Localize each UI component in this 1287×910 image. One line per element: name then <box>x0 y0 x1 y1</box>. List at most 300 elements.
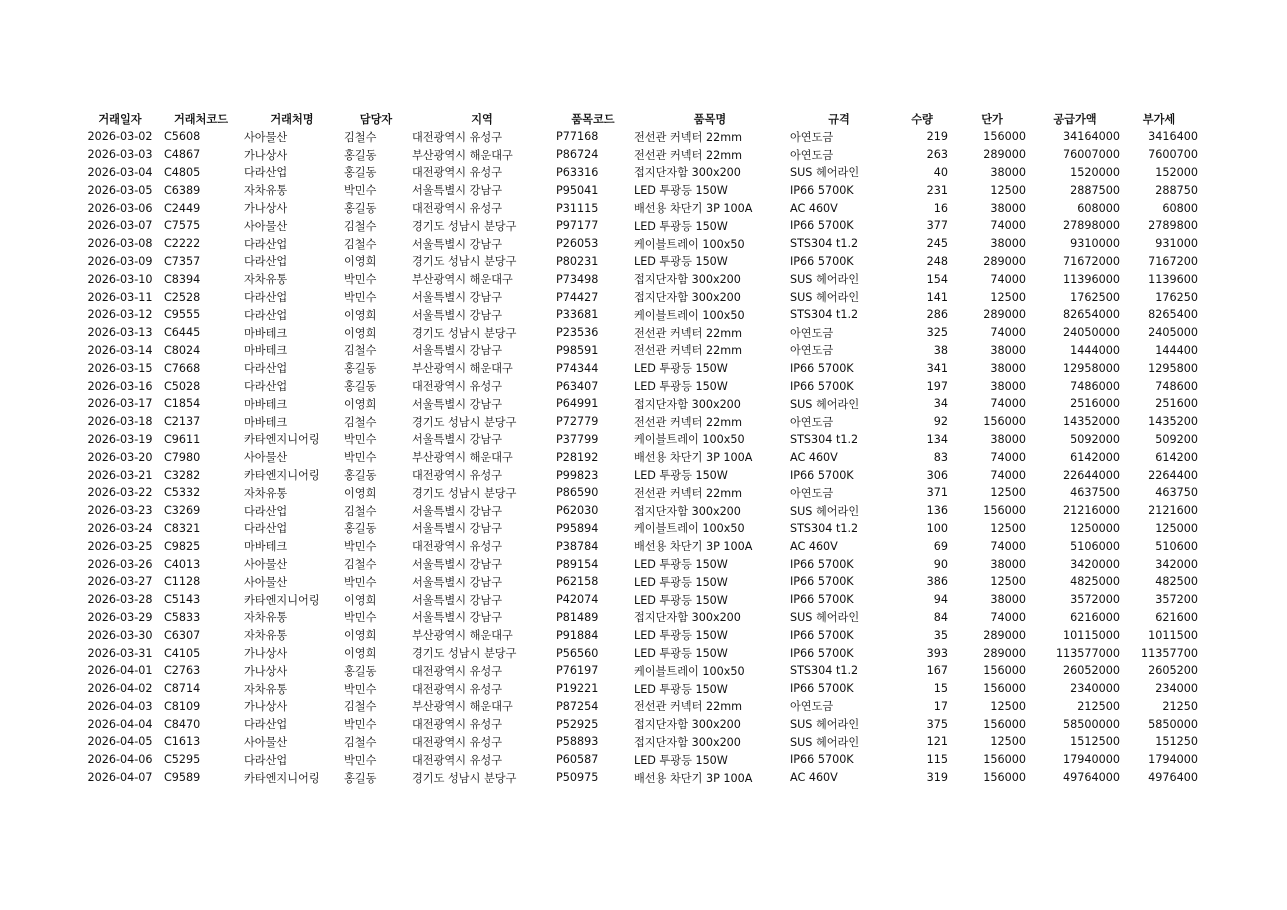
cell-client-name: 다라산업 <box>244 291 288 305</box>
cell-manager: 박민수 <box>344 451 377 465</box>
cell-region: 대전광역시 유성구 <box>412 682 503 696</box>
cell-client-code: C9611 <box>164 432 201 446</box>
table-row <box>80 270 1198 288</box>
cell-client-code: C4105 <box>164 646 201 660</box>
cell-item-code: P87254 <box>556 699 599 713</box>
cell-client-code: C6307 <box>164 628 201 642</box>
cell-item-name: 케이블트레이 100x50 <box>634 522 745 536</box>
cell-region: 서울특별시 강남구 <box>412 575 503 589</box>
cell-quantity: 245 <box>926 237 948 251</box>
cell-unit-price: 12500 <box>990 183 1026 197</box>
cell-client-name: 마바테크 <box>244 540 288 554</box>
cell-item-code: P26053 <box>556 237 599 251</box>
cell-manager: 김철수 <box>344 700 377 714</box>
cell-region: 서울특별시 강남구 <box>412 433 503 447</box>
cell-supply-amount: 608000 <box>1077 201 1120 215</box>
cell-unit-price: 156000 <box>983 130 1026 144</box>
cell-item-code: P86590 <box>556 486 599 500</box>
cell-date: 2026-03-04 <box>87 165 153 179</box>
cell-client-code: C5833 <box>164 610 201 624</box>
cell-item-code: P28192 <box>556 450 599 464</box>
cell-region: 부산광역시 해운대구 <box>412 148 513 162</box>
cell-vat: 1794000 <box>1148 753 1198 767</box>
cell-manager: 김철수 <box>344 344 377 358</box>
cell-client-code: C8394 <box>164 272 201 286</box>
cell-date: 2026-04-05 <box>87 735 153 749</box>
cell-spec: AC 460V <box>790 539 838 553</box>
cell-item-name: 접지단자함 300x200 <box>634 611 741 625</box>
cell-supply-amount: 21216000 <box>1063 504 1120 518</box>
cell-region: 대전광역시 유성구 <box>412 166 503 180</box>
cell-vat: 234000 <box>1155 682 1198 696</box>
cell-client-name: 카타엔지니어링 <box>244 771 320 785</box>
cell-quantity: 15 <box>933 682 948 696</box>
cell-client-code: C6389 <box>164 183 201 197</box>
cell-spec: IP66 5700K <box>790 361 854 375</box>
cell-vat: 60800 <box>1162 201 1198 215</box>
cell-quantity: 319 <box>926 771 948 785</box>
cell-unit-price: 156000 <box>983 415 1026 429</box>
cell-client-name: 다라산업 <box>244 166 288 180</box>
cell-vat: 7167200 <box>1148 254 1198 268</box>
cell-item-name: 전선관 커넥터 22mm <box>634 486 742 500</box>
cell-supply-amount: 9310000 <box>1070 237 1120 251</box>
cell-date: 2026-04-01 <box>87 664 153 678</box>
cell-spec: STS304 t1.2 <box>790 432 859 446</box>
cell-manager: 김철수 <box>344 504 377 518</box>
cell-quantity: 121 <box>926 735 948 749</box>
cell-region: 경기도 성남시 분당구 <box>412 415 517 429</box>
cell-quantity: 141 <box>926 290 948 304</box>
cell-client-name: 다라산업 <box>244 308 288 322</box>
cell-client-code: C4867 <box>164 148 201 162</box>
cell-vat: 748600 <box>1155 379 1198 393</box>
cell-spec: SUS 헤어라인 <box>790 273 860 287</box>
cell-quantity: 197 <box>926 379 948 393</box>
cell-client-code: C7980 <box>164 450 201 464</box>
cell-vat: 176250 <box>1155 290 1198 304</box>
cell-item-code: P77168 <box>556 130 599 144</box>
cell-vat: 125000 <box>1155 521 1198 535</box>
cell-item-code: P62158 <box>556 575 599 589</box>
cell-manager: 김철수 <box>344 735 377 749</box>
cell-manager: 박민수 <box>344 433 377 447</box>
cell-quantity: 154 <box>926 272 948 286</box>
cell-client-code: C1854 <box>164 397 201 411</box>
cell-manager: 이영희 <box>344 397 377 411</box>
cell-client-code: C8714 <box>164 682 201 696</box>
cell-client-code: C8470 <box>164 717 201 731</box>
table-row <box>80 395 1198 413</box>
cell-item-code: P95894 <box>556 521 599 535</box>
cell-unit-price: 156000 <box>983 504 1026 518</box>
cell-supply-amount: 27898000 <box>1063 219 1120 233</box>
cell-supply-amount: 76007000 <box>1063 148 1120 162</box>
cell-item-name: LED 투광등 150W <box>634 362 728 376</box>
cell-unit-price: 38000 <box>990 593 1026 607</box>
column-header-region: 지역 <box>471 113 493 126</box>
cell-region: 경기도 성남시 분당구 <box>412 326 517 340</box>
table-row <box>80 306 1198 324</box>
cell-unit-price: 289000 <box>983 148 1026 162</box>
cell-item-name: 전선관 커넥터 22mm <box>634 130 742 144</box>
cell-client-code: C4805 <box>164 165 201 179</box>
cell-spec: IP66 5700K <box>790 219 854 233</box>
cell-date: 2026-04-07 <box>87 771 153 785</box>
cell-client-code: C9589 <box>164 771 201 785</box>
cell-vat: 144400 <box>1155 343 1198 357</box>
cell-vat: 2264400 <box>1148 468 1198 482</box>
cell-manager: 홍길동 <box>344 664 377 678</box>
table-body <box>80 128 1198 786</box>
table-row <box>80 324 1198 342</box>
cell-manager: 이영희 <box>344 647 377 660</box>
cell-quantity: 40 <box>933 165 948 179</box>
cell-spec: 아연도금 <box>790 326 834 340</box>
cell-manager: 홍길동 <box>344 166 377 180</box>
cell-region: 서울특별시 강남구 <box>412 344 503 358</box>
cell-client-name: 가나상사 <box>244 700 288 714</box>
cell-unit-price: 74000 <box>990 272 1026 286</box>
table-row <box>80 537 1198 555</box>
table-row <box>80 413 1198 431</box>
cell-item-code: P60587 <box>556 753 599 767</box>
cell-client-name: 마바테크 <box>244 344 288 358</box>
cell-region: 대전광역시 유성구 <box>412 718 503 732</box>
cell-client-name: 사아물산 <box>244 575 288 589</box>
cell-client-name: 가나상사 <box>244 664 288 678</box>
cell-region: 서울특별시 강남구 <box>412 237 503 251</box>
cell-unit-price: 74000 <box>990 219 1026 233</box>
cell-region: 서울특별시 강남구 <box>412 184 503 198</box>
cell-unit-price: 74000 <box>990 397 1026 411</box>
cell-spec: IP66 5700K <box>790 557 854 571</box>
cell-supply-amount: 3572000 <box>1070 593 1120 607</box>
cell-client-code: C2763 <box>164 664 201 678</box>
cell-item-name: LED 투광등 150W <box>634 647 728 660</box>
cell-item-name: 배선용 차단기 3P 100A <box>634 451 753 465</box>
cell-supply-amount: 4825000 <box>1070 575 1120 589</box>
cell-quantity: 375 <box>926 717 948 731</box>
cell-client-name: 사아물산 <box>244 558 288 572</box>
cell-date: 2026-03-05 <box>87 183 153 197</box>
cell-manager: 홍길동 <box>344 380 377 394</box>
cell-client-code: C7575 <box>164 219 201 233</box>
column-header-date: 거래일자 <box>98 113 142 126</box>
cell-manager: 홍길동 <box>344 522 377 536</box>
table-row <box>80 359 1198 377</box>
cell-quantity: 90 <box>933 557 948 571</box>
cell-client-name: 가나상사 <box>244 148 288 162</box>
cell-spec: SUS 헤어라인 <box>790 718 860 732</box>
cell-spec: 아연도금 <box>790 415 834 429</box>
column-header-client-name: 거래처명 <box>270 113 314 126</box>
cell-unit-price: 289000 <box>983 308 1026 322</box>
cell-vat: 152000 <box>1155 165 1198 179</box>
cell-unit-price: 12500 <box>990 735 1026 749</box>
cell-item-code: P72779 <box>556 415 599 429</box>
cell-unit-price: 12500 <box>990 290 1026 304</box>
cell-manager: 김철수 <box>344 415 377 429</box>
cell-vat: 5850000 <box>1148 717 1198 731</box>
cell-client-name: 사아물산 <box>244 451 288 465</box>
cell-quantity: 248 <box>926 254 948 268</box>
cell-quantity: 136 <box>926 504 948 518</box>
cell-vat: 3416400 <box>1148 130 1198 144</box>
cell-quantity: 34 <box>933 397 948 411</box>
cell-spec: IP66 5700K <box>790 254 854 268</box>
cell-spec: IP66 5700K <box>790 468 854 482</box>
cell-region: 서울특별시 강남구 <box>412 504 503 518</box>
cell-quantity: 115 <box>926 753 948 767</box>
cell-unit-price: 38000 <box>990 237 1026 251</box>
cell-spec: SUS 헤어라인 <box>790 735 860 749</box>
cell-client-code: C5028 <box>164 379 201 393</box>
cell-item-name: LED 투광등 150W <box>634 184 728 198</box>
table-row <box>80 520 1198 538</box>
column-header-quantity: 수량 <box>911 113 933 126</box>
cell-supply-amount: 2340000 <box>1070 682 1120 696</box>
cell-client-code: C7357 <box>164 254 201 268</box>
cell-quantity: 134 <box>926 432 948 446</box>
cell-region: 부산광역시 해운대구 <box>412 700 513 714</box>
cell-item-code: P50975 <box>556 771 599 785</box>
cell-client-code: C2137 <box>164 415 201 429</box>
cell-date: 2026-03-07 <box>87 219 153 233</box>
cell-item-code: P38784 <box>556 539 599 553</box>
cell-supply-amount: 10115000 <box>1063 628 1120 642</box>
cell-quantity: 94 <box>933 593 948 607</box>
cell-date: 2026-03-25 <box>87 539 153 553</box>
cell-item-name: 배선용 차단기 3P 100A <box>634 771 753 785</box>
cell-manager: 박민수 <box>344 575 377 589</box>
cell-client-name: 다라산업 <box>244 237 288 251</box>
cell-item-code: P63407 <box>556 379 599 393</box>
column-header-supply-amount: 공급가액 <box>1053 113 1097 126</box>
cell-item-name: LED 투광등 150W <box>634 629 728 643</box>
cell-region: 대전광역시 유성구 <box>412 735 503 749</box>
cell-quantity: 231 <box>926 183 948 197</box>
cell-date: 2026-04-02 <box>87 682 153 696</box>
cell-region: 부산광역시 해운대구 <box>412 362 513 376</box>
cell-item-name: LED 투광등 150W <box>634 753 728 767</box>
cell-date: 2026-03-13 <box>87 326 153 340</box>
table-row <box>80 698 1198 716</box>
cell-spec: IP66 5700K <box>790 628 854 642</box>
table-row <box>80 662 1198 680</box>
cell-manager: 박민수 <box>344 273 377 287</box>
cell-quantity: 16 <box>933 201 948 215</box>
cell-date: 2026-03-28 <box>87 593 153 607</box>
cell-item-code: P89154 <box>556 557 599 571</box>
cell-client-code: C7668 <box>164 361 201 375</box>
cell-unit-price: 156000 <box>983 771 1026 785</box>
cell-item-name: 배선용 차단기 3P 100A <box>634 540 753 554</box>
cell-quantity: 325 <box>926 326 948 340</box>
cell-region: 대전광역시 유성구 <box>412 664 503 678</box>
table-row <box>80 181 1198 199</box>
cell-unit-price: 38000 <box>990 201 1026 215</box>
cell-vat: 2405000 <box>1148 326 1198 340</box>
cell-item-code: P52925 <box>556 717 599 731</box>
cell-client-code: C8024 <box>164 343 201 357</box>
cell-supply-amount: 6142000 <box>1070 450 1120 464</box>
cell-date: 2026-03-30 <box>87 628 153 642</box>
cell-supply-amount: 1762500 <box>1070 290 1120 304</box>
cell-manager: 홍길동 <box>344 469 377 483</box>
cell-spec: 아연도금 <box>790 148 834 162</box>
cell-supply-amount: 5092000 <box>1070 432 1120 446</box>
cell-spec: IP66 5700K <box>790 379 854 393</box>
cell-date: 2026-03-14 <box>87 343 153 357</box>
cell-client-name: 카타엔지니어링 <box>244 433 320 447</box>
cell-manager: 이영희 <box>344 326 377 340</box>
table-row <box>80 448 1198 466</box>
cell-quantity: 386 <box>926 575 948 589</box>
cell-date: 2026-03-02 <box>87 130 153 144</box>
cell-unit-price: 38000 <box>990 379 1026 393</box>
cell-unit-price: 12500 <box>990 486 1026 500</box>
cell-manager: 박민수 <box>344 753 377 767</box>
cell-client-code: C5295 <box>164 753 201 767</box>
cell-manager: 김철수 <box>344 237 377 251</box>
cell-item-code: P91884 <box>556 628 599 642</box>
cell-item-name: 전선관 커넥터 22mm <box>634 148 742 162</box>
cell-supply-amount: 1512500 <box>1070 735 1120 749</box>
cell-client-code: C9555 <box>164 308 201 322</box>
cell-date: 2026-03-17 <box>87 397 153 411</box>
cell-date: 2026-03-16 <box>87 379 153 393</box>
cell-manager: 박민수 <box>344 718 377 732</box>
cell-date: 2026-04-04 <box>87 717 153 731</box>
cell-vat: 509200 <box>1155 432 1198 446</box>
table-row <box>80 431 1198 449</box>
cell-client-name: 자차유통 <box>244 273 288 287</box>
cell-vat: 251600 <box>1155 397 1198 411</box>
cell-client-name: 사아물산 <box>244 130 288 144</box>
cell-item-code: P56560 <box>556 646 599 660</box>
cell-item-name: LED 투광등 150W <box>634 380 728 394</box>
cell-client-name: 다라산업 <box>244 522 288 536</box>
cell-item-code: P74427 <box>556 290 599 304</box>
cell-vat: 463750 <box>1155 486 1198 500</box>
transaction-table <box>80 110 1198 786</box>
cell-supply-amount: 22644000 <box>1063 468 1120 482</box>
cell-date: 2026-04-06 <box>87 753 153 767</box>
cell-client-name: 사아물산 <box>244 735 288 749</box>
cell-item-code: P99823 <box>556 468 599 482</box>
cell-region: 서울특별시 강남구 <box>412 308 503 322</box>
cell-date: 2026-03-19 <box>87 432 153 446</box>
cell-supply-amount: 1444000 <box>1070 343 1120 357</box>
cell-spec: STS304 t1.2 <box>790 664 859 678</box>
cell-region: 대전광역시 유성구 <box>412 540 503 554</box>
table-row <box>80 164 1198 182</box>
cell-item-code: P37799 <box>556 432 599 446</box>
cell-region: 대전광역시 유성구 <box>412 380 503 394</box>
cell-item-name: LED 투광등 150W <box>634 219 728 233</box>
cell-client-name: 마바테크 <box>244 415 288 429</box>
cell-client-code: C2222 <box>164 237 201 251</box>
cell-vat: 8265400 <box>1148 308 1198 322</box>
cell-date: 2026-03-18 <box>87 415 153 429</box>
cell-unit-price: 38000 <box>990 165 1026 179</box>
cell-client-name: 카타엔지니어링 <box>244 593 320 607</box>
cell-supply-amount: 6216000 <box>1070 610 1120 624</box>
cell-unit-price: 12500 <box>990 575 1026 589</box>
cell-unit-price: 289000 <box>983 254 1026 268</box>
cell-client-code: C5143 <box>164 593 201 607</box>
cell-supply-amount: 11396000 <box>1063 272 1120 286</box>
cell-supply-amount: 3420000 <box>1070 557 1120 571</box>
cell-item-code: P19221 <box>556 682 599 696</box>
cell-spec: AC 460V <box>790 201 838 215</box>
table-row <box>80 626 1198 644</box>
cell-item-name: LED 투광등 150W <box>634 255 728 269</box>
cell-supply-amount: 5106000 <box>1070 539 1120 553</box>
cell-item-code: P76197 <box>556 664 599 678</box>
cell-vat: 2605200 <box>1148 664 1198 678</box>
cell-date: 2026-03-12 <box>87 308 153 322</box>
cell-manager: 김철수 <box>344 130 377 144</box>
cell-client-code: C4013 <box>164 557 201 571</box>
column-header-vat: 부가세 <box>1142 113 1176 126</box>
cell-item-code: P58893 <box>556 735 599 749</box>
cell-manager: 이영희 <box>344 593 377 607</box>
cell-client-code: C5332 <box>164 486 201 500</box>
cell-item-code: P95041 <box>556 183 599 197</box>
cell-region: 부산광역시 해운대구 <box>412 629 513 643</box>
cell-item-code: P31115 <box>556 201 599 215</box>
cell-supply-amount: 2516000 <box>1070 397 1120 411</box>
cell-manager: 이영희 <box>344 255 377 269</box>
cell-unit-price: 12500 <box>990 521 1026 535</box>
cell-client-code: C1613 <box>164 735 201 749</box>
cell-vat: 4976400 <box>1148 771 1198 785</box>
cell-client-name: 다라산업 <box>244 380 288 394</box>
cell-date: 2026-03-11 <box>87 290 153 304</box>
cell-vat: 7600700 <box>1148 148 1198 162</box>
cell-quantity: 84 <box>933 610 948 624</box>
cell-item-code: P73498 <box>556 272 599 286</box>
table-row <box>80 484 1198 502</box>
table-row <box>80 644 1198 662</box>
cell-unit-price: 74000 <box>990 468 1026 482</box>
table-row <box>80 377 1198 395</box>
table-row <box>80 715 1198 733</box>
cell-supply-amount: 71672000 <box>1063 254 1120 268</box>
cell-region: 경기도 성남시 분당구 <box>412 771 517 785</box>
cell-item-name: 케이블트레이 100x50 <box>634 433 745 447</box>
cell-supply-amount: 58500000 <box>1063 717 1120 731</box>
cell-manager: 박민수 <box>344 184 377 198</box>
cell-spec: SUS 헤어라인 <box>790 166 860 180</box>
cell-manager: 박민수 <box>344 291 377 305</box>
cell-unit-price: 289000 <box>983 646 1026 660</box>
cell-vat: 21250 <box>1162 699 1198 713</box>
cell-quantity: 167 <box>926 664 948 678</box>
cell-client-name: 다라산업 <box>244 504 288 518</box>
cell-spec: AC 460V <box>790 450 838 464</box>
cell-quantity: 371 <box>926 486 948 500</box>
cell-supply-amount: 14352000 <box>1063 415 1120 429</box>
cell-quantity: 306 <box>926 468 948 482</box>
column-header-item-name: 품목명 <box>693 113 727 126</box>
cell-region: 부산광역시 해운대구 <box>412 273 513 287</box>
cell-client-code: C6445 <box>164 326 201 340</box>
cell-region: 서울특별시 강남구 <box>412 522 503 536</box>
cell-manager: 박민수 <box>344 682 377 696</box>
